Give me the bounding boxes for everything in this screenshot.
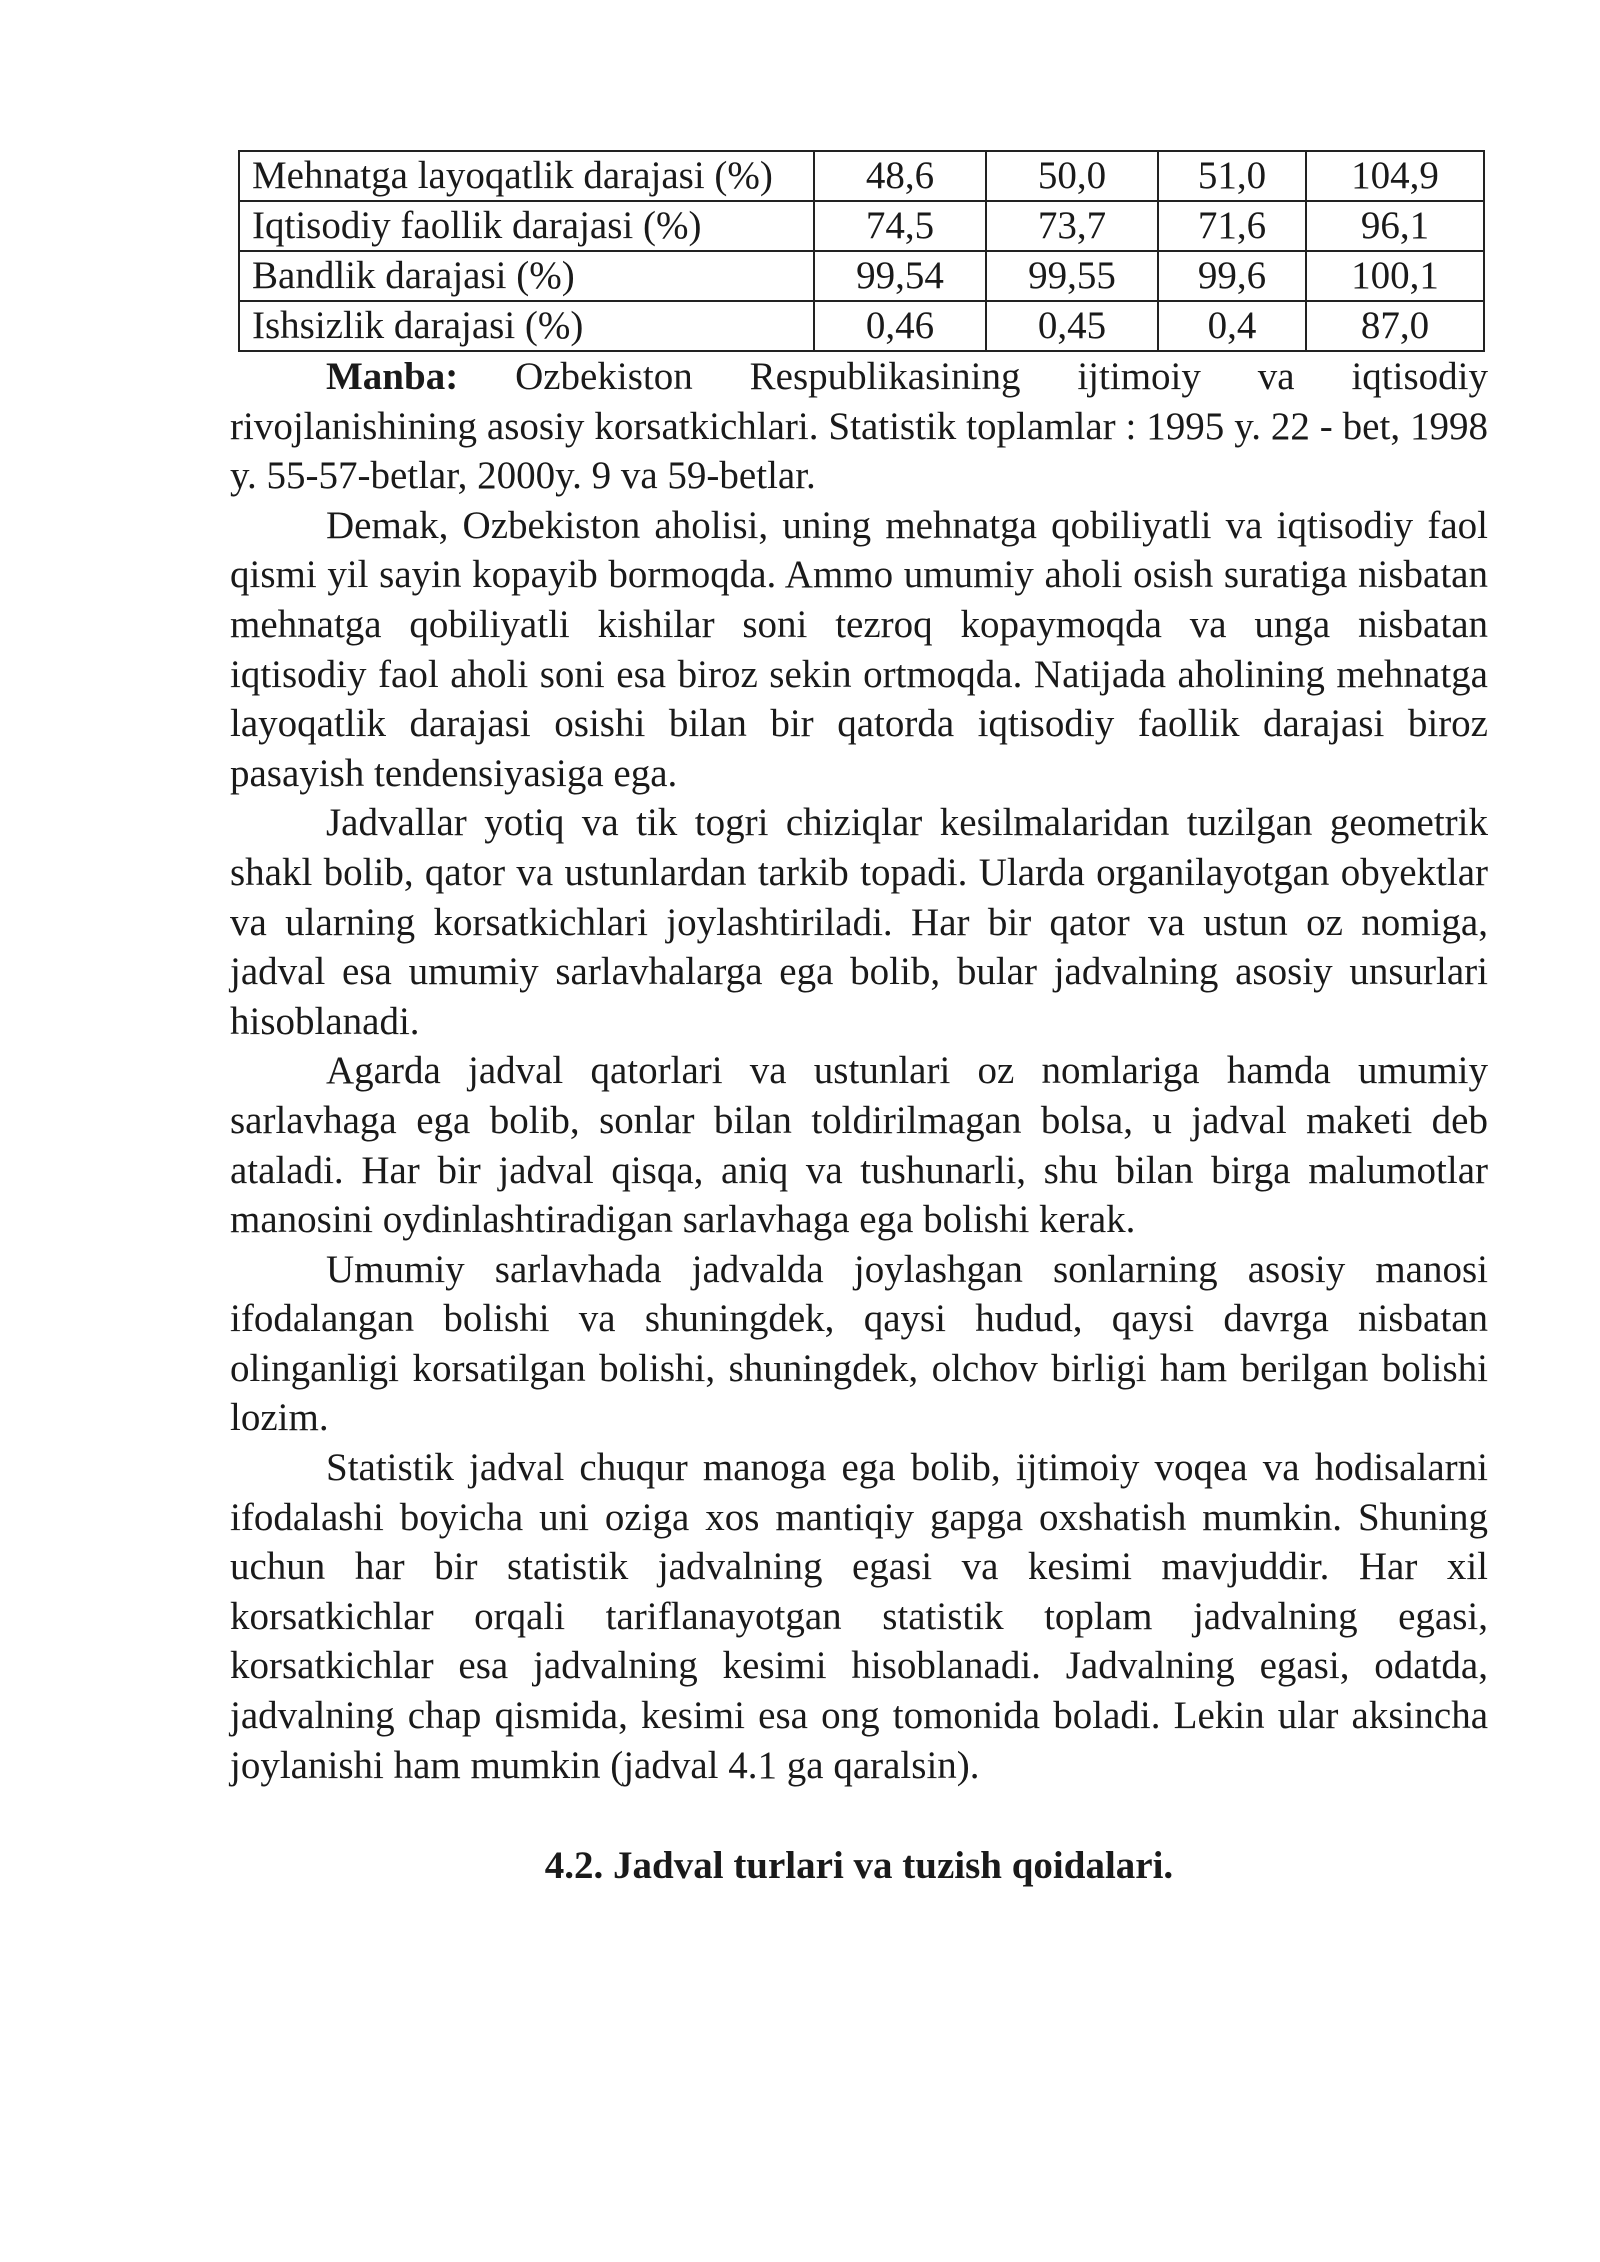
table-row — [239, 151, 1484, 201]
statistics-table — [238, 150, 1485, 352]
table-cell: 50,0 — [986, 151, 1158, 201]
source-note — [230, 352, 1488, 501]
paragraph: Statistik jadval chuqur manoga ega bolib, ijtimoiy voqea va hodisalarni ifodalashi boyicha uni oziga xos mantiqiy gapga oxshatish mumkin. Shuning uchun har bir statistik jadvalning egasi va kesimi mavjuddir. Har xil korsatkichlar orqali tariflanayotgan statistik toplam jadvalning egasi, korsatkichlar esa jadvalning kesimi hisoblanadi. Jadvalning egasi, odatda, jadvalning chap qismida, kesimi esa ong tomonida boladi. Lekin ular aksincha joylanishi ham mumkin (jadval 4.1 ga qaralsin). — [230, 1446, 1488, 1787]
source-text: Ozbekiston Respublikasining ijtimoiy va iqtisodiy rivojlanishining asosiy korsatkichlari. Statistik toplamlar : 1995 y. 22 - bet, 1998 y. 55-57-betlar, 2000y. 9 va 59-betlar. — [230, 355, 1488, 498]
table-row — [239, 301, 1484, 351]
table-cell: 104,9 — [1306, 151, 1484, 201]
paragraph: Umumiy sarlavhada jadvalda joylashgan sonlarning asosiy manosi ifodalangan bolishi va shuningdek, qaysi hudud, qaysi davrga nisbatan olinganligi korsatilgan bolishi, shuningdek, olchov birligi ham berilgan bolishi lozim. — [230, 1247, 1488, 1440]
paragraph: Jadvallar yotiq va tik togri chiziqlar kesilmalaridan tuzilgan geometrik shakl bolib, qator va ustunlardan tarkib topadi. Ularda organilayotgan obyektlar va ularning korsatkichlari joylashtiriladi. Har bir qator va ustun oz nomiga, jadval esa umumiy sarlavhalarga ega bolib, bular jadvalning asosiy unsurlari hisoblanadi. — [230, 801, 1488, 1043]
table-cell: 99,55 — [986, 251, 1158, 301]
section-heading: 4.2. Jadval turlari va tuzish qoidalari. — [544, 1844, 1174, 1888]
table-cell: 99,6 — [1158, 251, 1306, 301]
table-cell: 96,1 — [1306, 201, 1484, 251]
row-label: Bandlik darajasi (%) — [239, 251, 814, 301]
body-text — [230, 352, 1488, 1790]
paragraph: Demak, Ozbekiston aholisi, uning mehnatga qobiliyatli va iqtisodiy faol qismi yil sayin kopayib bormoqda. Ammo umumiy aholi osish suratiga nisbatan mehnatga qobiliyatli kishilar soni tezroq kopaymoqda va unga nisbatan iqtisodiy faol aholi soni esa biroz sekin ortmoqda. Natijada aholining mehnatga layoqatlik darajasi osishi bilan bir qatorda iqtisodiy faollik darajasi biroz pasayish tendensiyasiga ega. — [230, 503, 1488, 795]
table-row — [239, 251, 1484, 301]
table-cell: 73,7 — [986, 201, 1158, 251]
table-cell: 0,46 — [814, 301, 986, 351]
document-page — [230, 150, 1488, 1891]
row-label: Iqtisodiy faollik darajasi (%) — [239, 201, 814, 251]
paragraph: Agarda jadval qatorlari va ustunlari oz nomlariga hamda umumiy sarlavhaga ega bolib, sonlar bilan toldirilmagan bolsa, u jadval maketi deb ataladi. Har bir jadval qisqa, aniq va tushunarli, shu bilan birga malumotlar manosini oydinlashtiradigan sarlavhaga ega bolishi kerak. — [230, 1049, 1488, 1242]
row-label: Mehnatga layoqatlik darajasi (%) — [239, 151, 814, 201]
table-cell: 74,5 — [814, 201, 986, 251]
row-label: Ishsizlik darajasi (%) — [239, 301, 814, 351]
table-cell: 0,4 — [1158, 301, 1306, 351]
table-row — [239, 201, 1484, 251]
table-cell: 48,6 — [814, 151, 986, 201]
table-cell: 100,1 — [1306, 251, 1484, 301]
table-cell: 71,6 — [1158, 201, 1306, 251]
table-cell: 0,45 — [986, 301, 1158, 351]
source-label: Manba: — [326, 355, 459, 398]
table-cell: 87,0 — [1306, 301, 1484, 351]
table-cell: 99,54 — [814, 251, 986, 301]
table-cell: 51,0 — [1158, 151, 1306, 201]
